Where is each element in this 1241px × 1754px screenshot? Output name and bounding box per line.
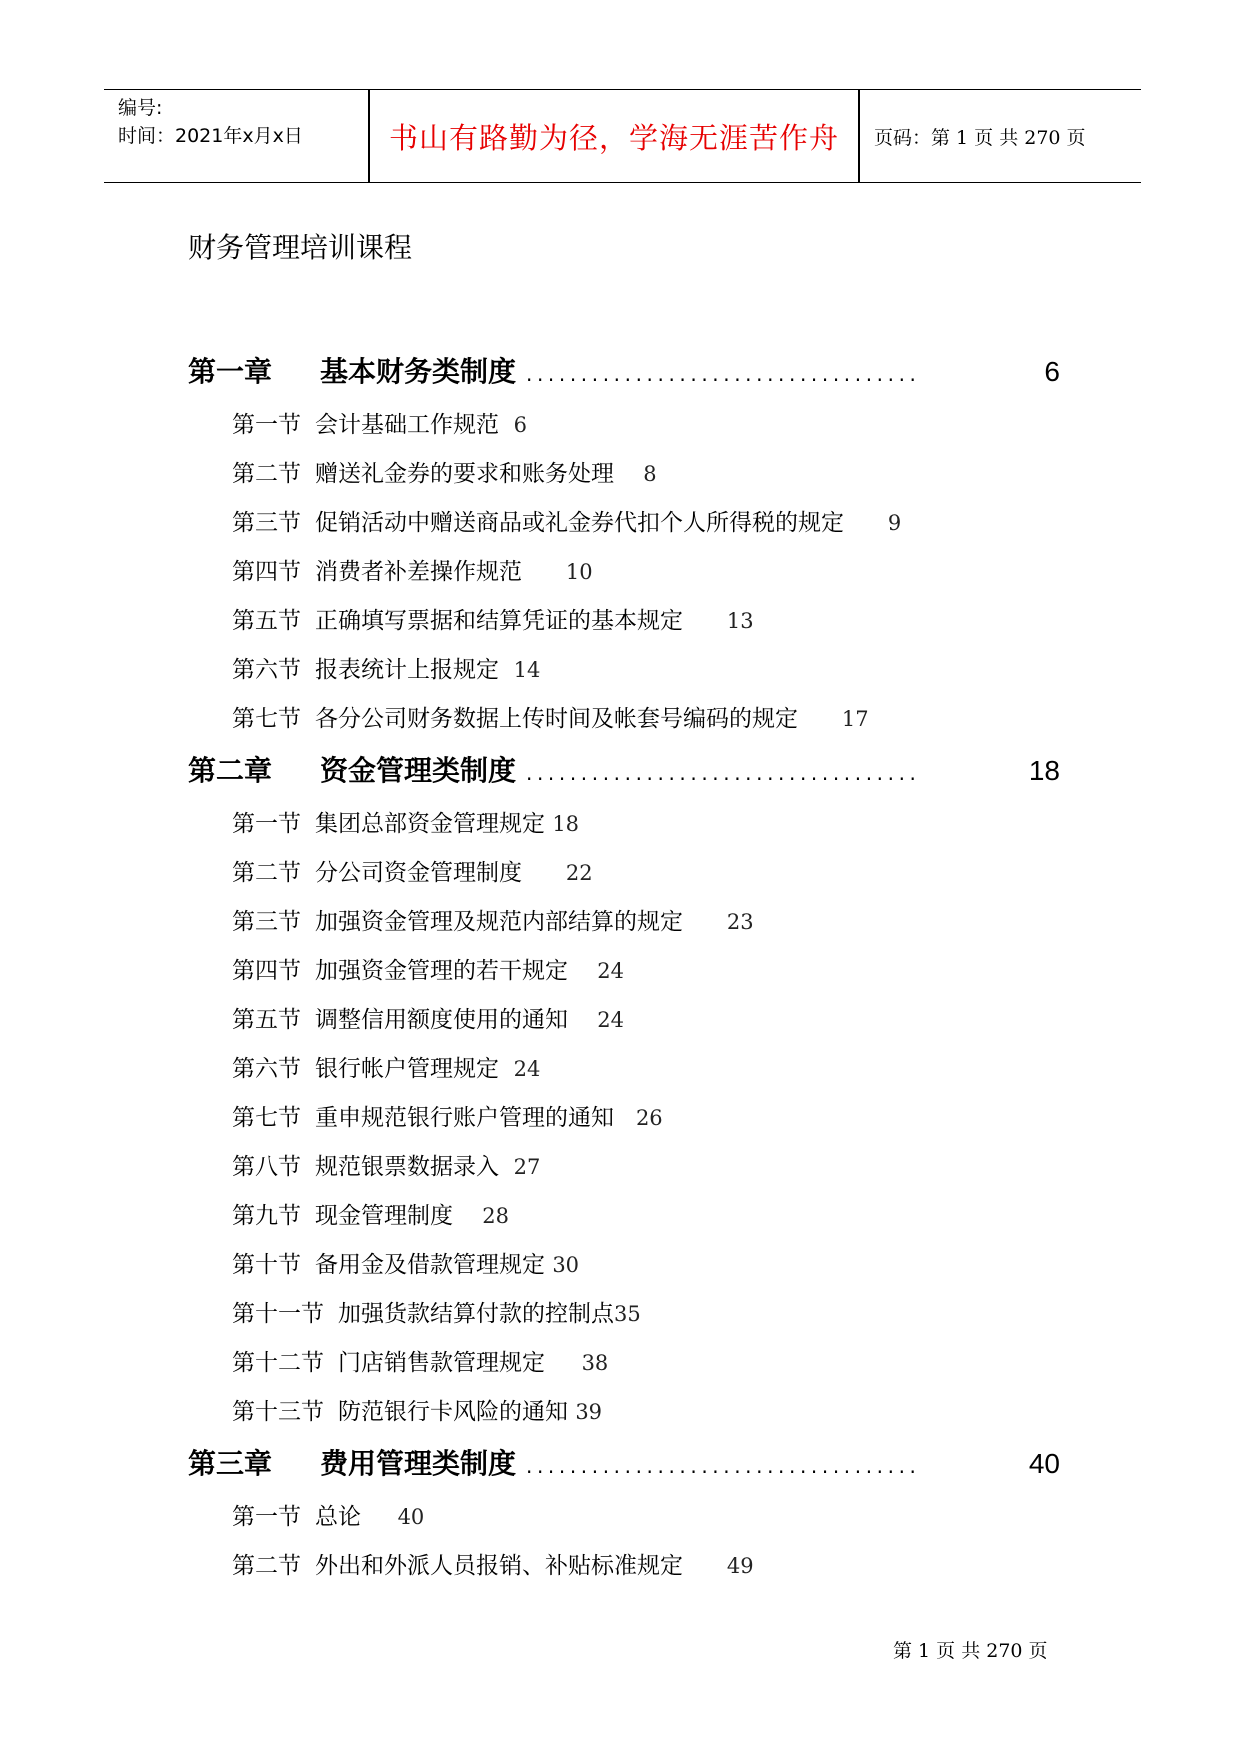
section-title: 防范银行卡风险的通知: [338, 1399, 568, 1425]
section-page-number: 18: [552, 812, 580, 836]
section-number: 第二节: [232, 1553, 301, 1579]
section-gap: [545, 811, 552, 837]
section-page-number: 10: [565, 560, 593, 584]
section-number: 第十二节: [232, 1350, 324, 1376]
toc-section[interactable]: [188, 553, 1060, 602]
chapter-number: 第三章: [188, 1447, 273, 1480]
section-number: 第二节: [232, 860, 301, 886]
header-time-label: 时间：2021年x月x日: [118, 125, 303, 147]
header-motto: 书山有路勤为径，学海无涯苦作舟: [388, 120, 839, 155]
chapter-number: 第一章: [188, 355, 273, 388]
section-page-number: 17: [841, 707, 869, 731]
section-page-number: 30: [552, 1253, 580, 1277]
toc-section[interactable]: [188, 854, 1060, 903]
section-title: 调整信用额度使用的通知: [315, 1007, 568, 1033]
toc-section[interactable]: [188, 952, 1060, 1001]
toc-section[interactable]: [188, 602, 1060, 651]
section-gap: [453, 1203, 482, 1229]
section-gap: [499, 657, 514, 683]
section-number: 第七节: [232, 706, 301, 732]
section-page-number: 28: [482, 1204, 509, 1228]
dot-leader: ....................................: [526, 362, 921, 386]
section-page-number: 24: [597, 1008, 624, 1032]
toc-section[interactable]: [188, 1197, 1060, 1246]
section-page-number: 24: [597, 959, 624, 983]
section-number: 第九节: [232, 1203, 301, 1229]
section-gap: [361, 1504, 398, 1530]
toc-chapter[interactable]: [188, 1442, 1060, 1492]
chapter-number: 第二章: [188, 754, 273, 787]
section-number: 第十三节: [232, 1399, 324, 1425]
header-divider: [858, 90, 860, 182]
section-gap: [499, 412, 514, 438]
section-title: 会计基础工作规范: [315, 412, 499, 438]
section-number: 第六节: [232, 1056, 301, 1082]
table-of-contents: [188, 350, 1060, 1596]
section-gap: [522, 860, 566, 886]
section-number: 第五节: [232, 608, 301, 634]
section-title: 门店销售款管理规定: [338, 1350, 545, 1376]
section-gap: [683, 608, 727, 634]
section-title: 各分公司财务数据上传时间及帐套号编码的规定: [315, 706, 798, 732]
section-title: 规范银票数据录入: [315, 1154, 499, 1180]
section-number: 第三节: [232, 510, 301, 536]
header-code-label: 编号:: [118, 97, 163, 119]
section-page-number: 35: [614, 1302, 641, 1326]
chapter-page-number: 40: [1028, 1448, 1060, 1479]
section-page-number: 6: [513, 413, 527, 437]
section-gap: [614, 461, 643, 487]
section-title: 正确填写票据和结算凭证的基本规定: [315, 608, 683, 634]
section-gap: [683, 1553, 727, 1579]
toc-section[interactable]: [188, 504, 1060, 553]
section-gap: [683, 909, 727, 935]
section-gap: [568, 958, 597, 984]
section-page-number: 14: [513, 658, 541, 682]
section-gap: [499, 1056, 514, 1082]
section-title: 银行帐户管理规定: [315, 1056, 499, 1082]
section-title: 现金管理制度: [315, 1203, 453, 1229]
toc-section[interactable]: [188, 455, 1060, 504]
section-number: 第一节: [232, 1504, 301, 1530]
section-page-number: 38: [581, 1351, 609, 1375]
chapter-title: 基本财务类制度: [320, 355, 517, 388]
section-gap: [499, 1154, 514, 1180]
section-page-number: 13: [726, 609, 754, 633]
section-title: 分公司资金管理制度: [315, 860, 522, 886]
section-title: 赠送礼金券的要求和账务处理: [315, 461, 614, 487]
section-gap: [545, 1350, 582, 1376]
section-page-number: 49: [726, 1554, 754, 1578]
section-number: 第十一节: [232, 1301, 324, 1327]
section-gap: [568, 1399, 575, 1425]
section-gap: [522, 559, 566, 585]
section-page-number: 8: [643, 462, 657, 486]
document-title: 财务管理培训课程: [188, 231, 413, 264]
section-gap: [545, 1252, 552, 1278]
section-page-number: 22: [565, 861, 593, 885]
page-footer: 第 1 页 共 270 页: [893, 1640, 1048, 1662]
section-number: 第十节: [232, 1252, 301, 1278]
section-number: 第七节: [232, 1105, 301, 1131]
section-number: 第四节: [232, 958, 301, 984]
toc-section[interactable]: [188, 1498, 1060, 1547]
section-title: 加强资金管理及规范内部结算的规定: [315, 909, 683, 935]
section-number: 第六节: [232, 657, 301, 683]
page-header: [104, 89, 1141, 183]
section-title: 促销活动中赠送商品或礼金券代扣个人所得税的规定: [315, 510, 844, 536]
section-number: 第一节: [232, 811, 301, 837]
section-page-number: 9: [887, 511, 902, 535]
section-gap: [614, 1105, 636, 1131]
chapter-page-number: 6: [1044, 356, 1060, 387]
section-page-number: 39: [575, 1400, 603, 1424]
toc-section[interactable]: [188, 406, 1060, 455]
toc-section[interactable]: [188, 700, 1060, 749]
toc-section[interactable]: [188, 1547, 1060, 1596]
section-gap: [844, 510, 888, 536]
header-page-info: 页码：第 1 页 共 270 页: [874, 126, 1086, 149]
toc-section[interactable]: [188, 805, 1060, 854]
section-page-number: 23: [726, 910, 754, 934]
chapter-page-number: 18: [1028, 755, 1060, 786]
section-title: 集团总部资金管理规定: [315, 811, 545, 837]
toc-section[interactable]: [188, 1148, 1060, 1197]
toc-chapter[interactable]: [188, 350, 1060, 400]
section-title: 加强资金管理的若干规定: [315, 958, 568, 984]
toc-section[interactable]: [188, 1050, 1060, 1099]
section-page-number: 24: [513, 1057, 541, 1081]
section-gap: [798, 706, 842, 732]
section-title: 消费者补差操作规范: [315, 559, 522, 585]
toc-section[interactable]: [188, 1246, 1060, 1295]
chapter-title: 费用管理类制度: [320, 1447, 517, 1480]
toc-chapter[interactable]: [188, 749, 1060, 799]
chapter-title: 资金管理类制度: [320, 754, 517, 787]
section-title: 总论: [315, 1504, 361, 1530]
section-number: 第一节: [232, 412, 301, 438]
section-title: 加强货款结算付款的控制点: [338, 1301, 614, 1327]
section-page-number: 26: [635, 1106, 663, 1130]
section-gap: [568, 1007, 597, 1033]
section-title: 外出和外派人员报销、补贴标准规定: [315, 1553, 683, 1579]
section-page-number: 40: [397, 1505, 425, 1529]
section-number: 第三节: [232, 909, 301, 935]
toc-section[interactable]: [188, 1344, 1060, 1393]
section-number: 第四节: [232, 559, 301, 585]
toc-section[interactable]: [188, 1099, 1060, 1148]
section-number: 第五节: [232, 1007, 301, 1033]
header-meta: [118, 94, 368, 150]
section-title: 重申规范银行账户管理的通知: [315, 1105, 614, 1131]
dot-leader: ....................................: [526, 761, 921, 785]
toc-section[interactable]: [188, 1393, 1060, 1442]
section-page-number: 27: [513, 1155, 541, 1179]
section-number: 第八节: [232, 1154, 301, 1180]
toc-section[interactable]: [188, 1295, 1060, 1344]
dot-leader: ....................................: [526, 1454, 921, 1478]
toc-section[interactable]: [188, 651, 1060, 700]
section-title: 备用金及借款管理规定: [315, 1252, 545, 1278]
toc-section[interactable]: [188, 1001, 1060, 1050]
toc-section[interactable]: [188, 903, 1060, 952]
section-number: 第二节: [232, 461, 301, 487]
section-title: 报表统计上报规定: [315, 657, 499, 683]
